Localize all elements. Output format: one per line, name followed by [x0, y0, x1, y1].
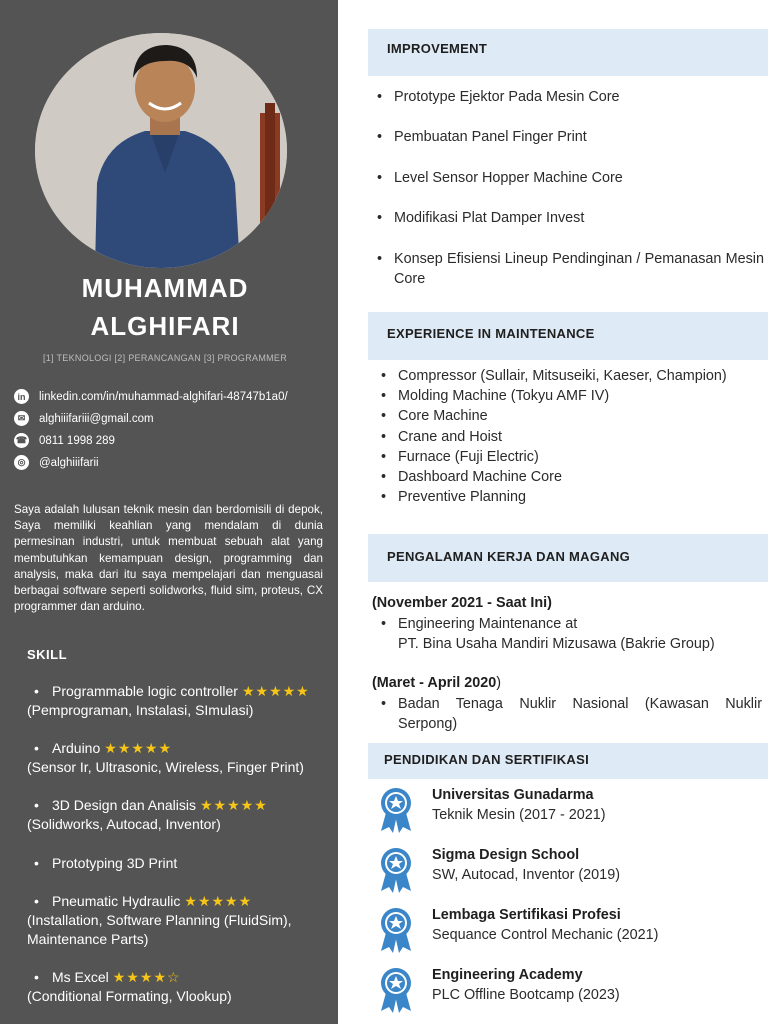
- role-tags: [1] TEKNOLOGI [2] PERANCANGAN [3] PROGRAMMER: [42, 353, 288, 363]
- contact-linkedin[interactable]: [14, 389, 288, 404]
- award-ribbon-icon: [378, 967, 414, 1013]
- profile-photo: [35, 33, 287, 268]
- list-item: • Dashboard Machine Core: [378, 467, 763, 487]
- contact-phone-text: 0811 1998 289: [39, 434, 115, 447]
- skill-item: [27, 796, 337, 834]
- skill-detail: (Pemprograman, Instalasi, SImulasi): [27, 702, 254, 718]
- improvement-header: [368, 29, 768, 76]
- list-item: • Molding Machine (Tokyu AMF IV): [378, 386, 763, 406]
- contact-phone[interactable]: [14, 433, 115, 448]
- work-heading: PENGALAMAN KERJA DAN MAGANG: [387, 549, 631, 564]
- list-item: • Modifikasi Plat Damper Invest: [374, 208, 764, 228]
- name-last: ALGHIFARI: [90, 311, 240, 341]
- work-header: [368, 534, 768, 582]
- skill-name: Ms Excel: [52, 969, 109, 985]
- list-item: • Preventive Planning: [378, 487, 763, 507]
- contact-instagram[interactable]: [14, 455, 99, 470]
- star-rating-icon: ★★★★★: [199, 797, 268, 813]
- contact-linkedin-text: linkedin.com/in/muhammad-alghifari-48747b1a0/: [39, 390, 288, 403]
- instagram-icon: ◎: [14, 455, 29, 470]
- work-detail-list: [378, 694, 762, 734]
- education-entry: [378, 907, 738, 957]
- improvement-heading: IMPROVEMENT: [387, 41, 488, 56]
- skill-item: [27, 892, 337, 949]
- sidebar: [0, 0, 338, 1024]
- award-ribbon-icon: [378, 847, 414, 893]
- work-detail-list: [378, 614, 768, 654]
- list-item: • Crane and Hoist: [378, 427, 763, 447]
- skill-item: [27, 682, 337, 720]
- work-role: Engineering Maintenance at: [398, 616, 578, 632]
- list-item: • Pembuatan Panel Finger Print: [374, 127, 764, 147]
- skill-item: [27, 854, 337, 873]
- education-heading: PENDIDIKAN DAN SERTIFIKASI: [384, 752, 589, 767]
- list-item: [378, 614, 768, 654]
- education-title: Engineering Academy: [432, 967, 583, 983]
- education-subtitle: Sequance Control Mechanic (2021): [432, 927, 659, 943]
- education-entry: [378, 847, 738, 897]
- education-title: Universitas Gunadarma: [432, 787, 594, 803]
- name-first: MUHAMMAD: [81, 273, 249, 303]
- star-rating-icon: ★★★★★: [241, 683, 310, 699]
- main-content: [338, 0, 768, 1024]
- phone-icon: ☎: [14, 433, 29, 448]
- work-company: PT. Bina Usaha Mandiri Mizusawa (Bakrie Group): [398, 636, 715, 652]
- email-icon: ✉: [14, 411, 29, 426]
- skill-detail: (Sensor Ir, Ultrasonic, Wireless, Finger Print): [27, 759, 304, 775]
- contact-email-text: alghiiifariii@gmail.com: [39, 412, 154, 425]
- maintenance-list: [378, 366, 763, 507]
- work-period: [372, 675, 501, 691]
- award-ribbon-icon: [378, 907, 414, 953]
- education-subtitle: SW, Autocad, Inventor (2019): [432, 867, 620, 883]
- education-title: Sigma Design School: [432, 847, 580, 863]
- skill-name: Pneumatic Hydraulic: [52, 893, 181, 909]
- improvement-list: [374, 87, 764, 289]
- maintenance-heading: EXPERIENCE IN MAINTENANCE: [387, 326, 595, 341]
- work-period-end: ): [496, 675, 502, 691]
- list-item: • Badan Tenaga Nuklir Nasional (Kawasan Nuklir Serpong): [378, 694, 762, 734]
- contact-email[interactable]: [14, 411, 154, 426]
- star-rating-icon: ★★★★☆: [112, 969, 181, 985]
- skill-item: [27, 968, 337, 1006]
- list-item: • Konsep Efisiensi Lineup Pendinginan / Pemanasan Mesin Core: [374, 249, 764, 289]
- work-period-text: (Maret - April 2020: [372, 675, 497, 691]
- list-item: • Level Sensor Hopper Machine Core: [374, 168, 764, 188]
- education-subtitle: Teknik Mesin (2017 - 2021): [432, 807, 606, 823]
- skill-detail: (Conditional Formating, Vlookup): [27, 988, 232, 1004]
- skill-heading: SKILL: [27, 647, 68, 662]
- list-item: • Compressor (Sullair, Mitsuseiki, Kaeser, Champion): [378, 366, 763, 386]
- maintenance-header: [368, 312, 768, 360]
- skill-detail: (Solidworks, Autocad, Inventor): [27, 816, 221, 832]
- skill-name: Prototyping 3D Print: [52, 855, 178, 871]
- education-entry: [378, 787, 738, 837]
- skill-item: [27, 739, 337, 777]
- skill-name: 3D Design dan Analisis: [52, 797, 196, 813]
- person-photo-icon: [35, 33, 287, 268]
- education-subtitle: PLC Offline Bootcamp (2023): [432, 987, 620, 1003]
- linkedin-icon: in: [14, 389, 29, 404]
- star-rating-icon: ★★★★★: [104, 740, 173, 756]
- work-period: (November 2021 - Saat Ini): [372, 595, 552, 611]
- profile-summary: Saya adalah lulusan teknik mesin dan berdomisili di depok, Saya memiliki keahlian yang mendalam di dunia permesinan industri, untuk membuat sebuah alat yang membutuhkan kemampuan design, programming dan analysis, maka dari itu saya mempelajari dan menguasai berbagai software seperti solidworks, fluid sim, proteus, CX programmer dan arduino.: [14, 503, 323, 614]
- skill-detail: (Installation, Software Planning (FluidSim), Maintenance Parts): [27, 912, 292, 947]
- education-title: Lembaga Sertifikasi Profesi: [432, 907, 621, 923]
- list-item: • Core Machine: [378, 406, 763, 426]
- list-item: • Furnace (Fuji Electric): [378, 447, 763, 467]
- skill-name: Arduino: [52, 740, 101, 756]
- award-ribbon-icon: [378, 787, 414, 833]
- contact-instagram-text: @alghiiifarii: [39, 456, 99, 469]
- education-header: [368, 743, 768, 779]
- star-rating-icon: ★★★★★: [184, 893, 253, 909]
- education-entry: [378, 967, 738, 1017]
- list-item: • Prototype Ejektor Pada Mesin Core: [374, 87, 764, 107]
- skill-name: Programmable logic controller: [52, 683, 238, 699]
